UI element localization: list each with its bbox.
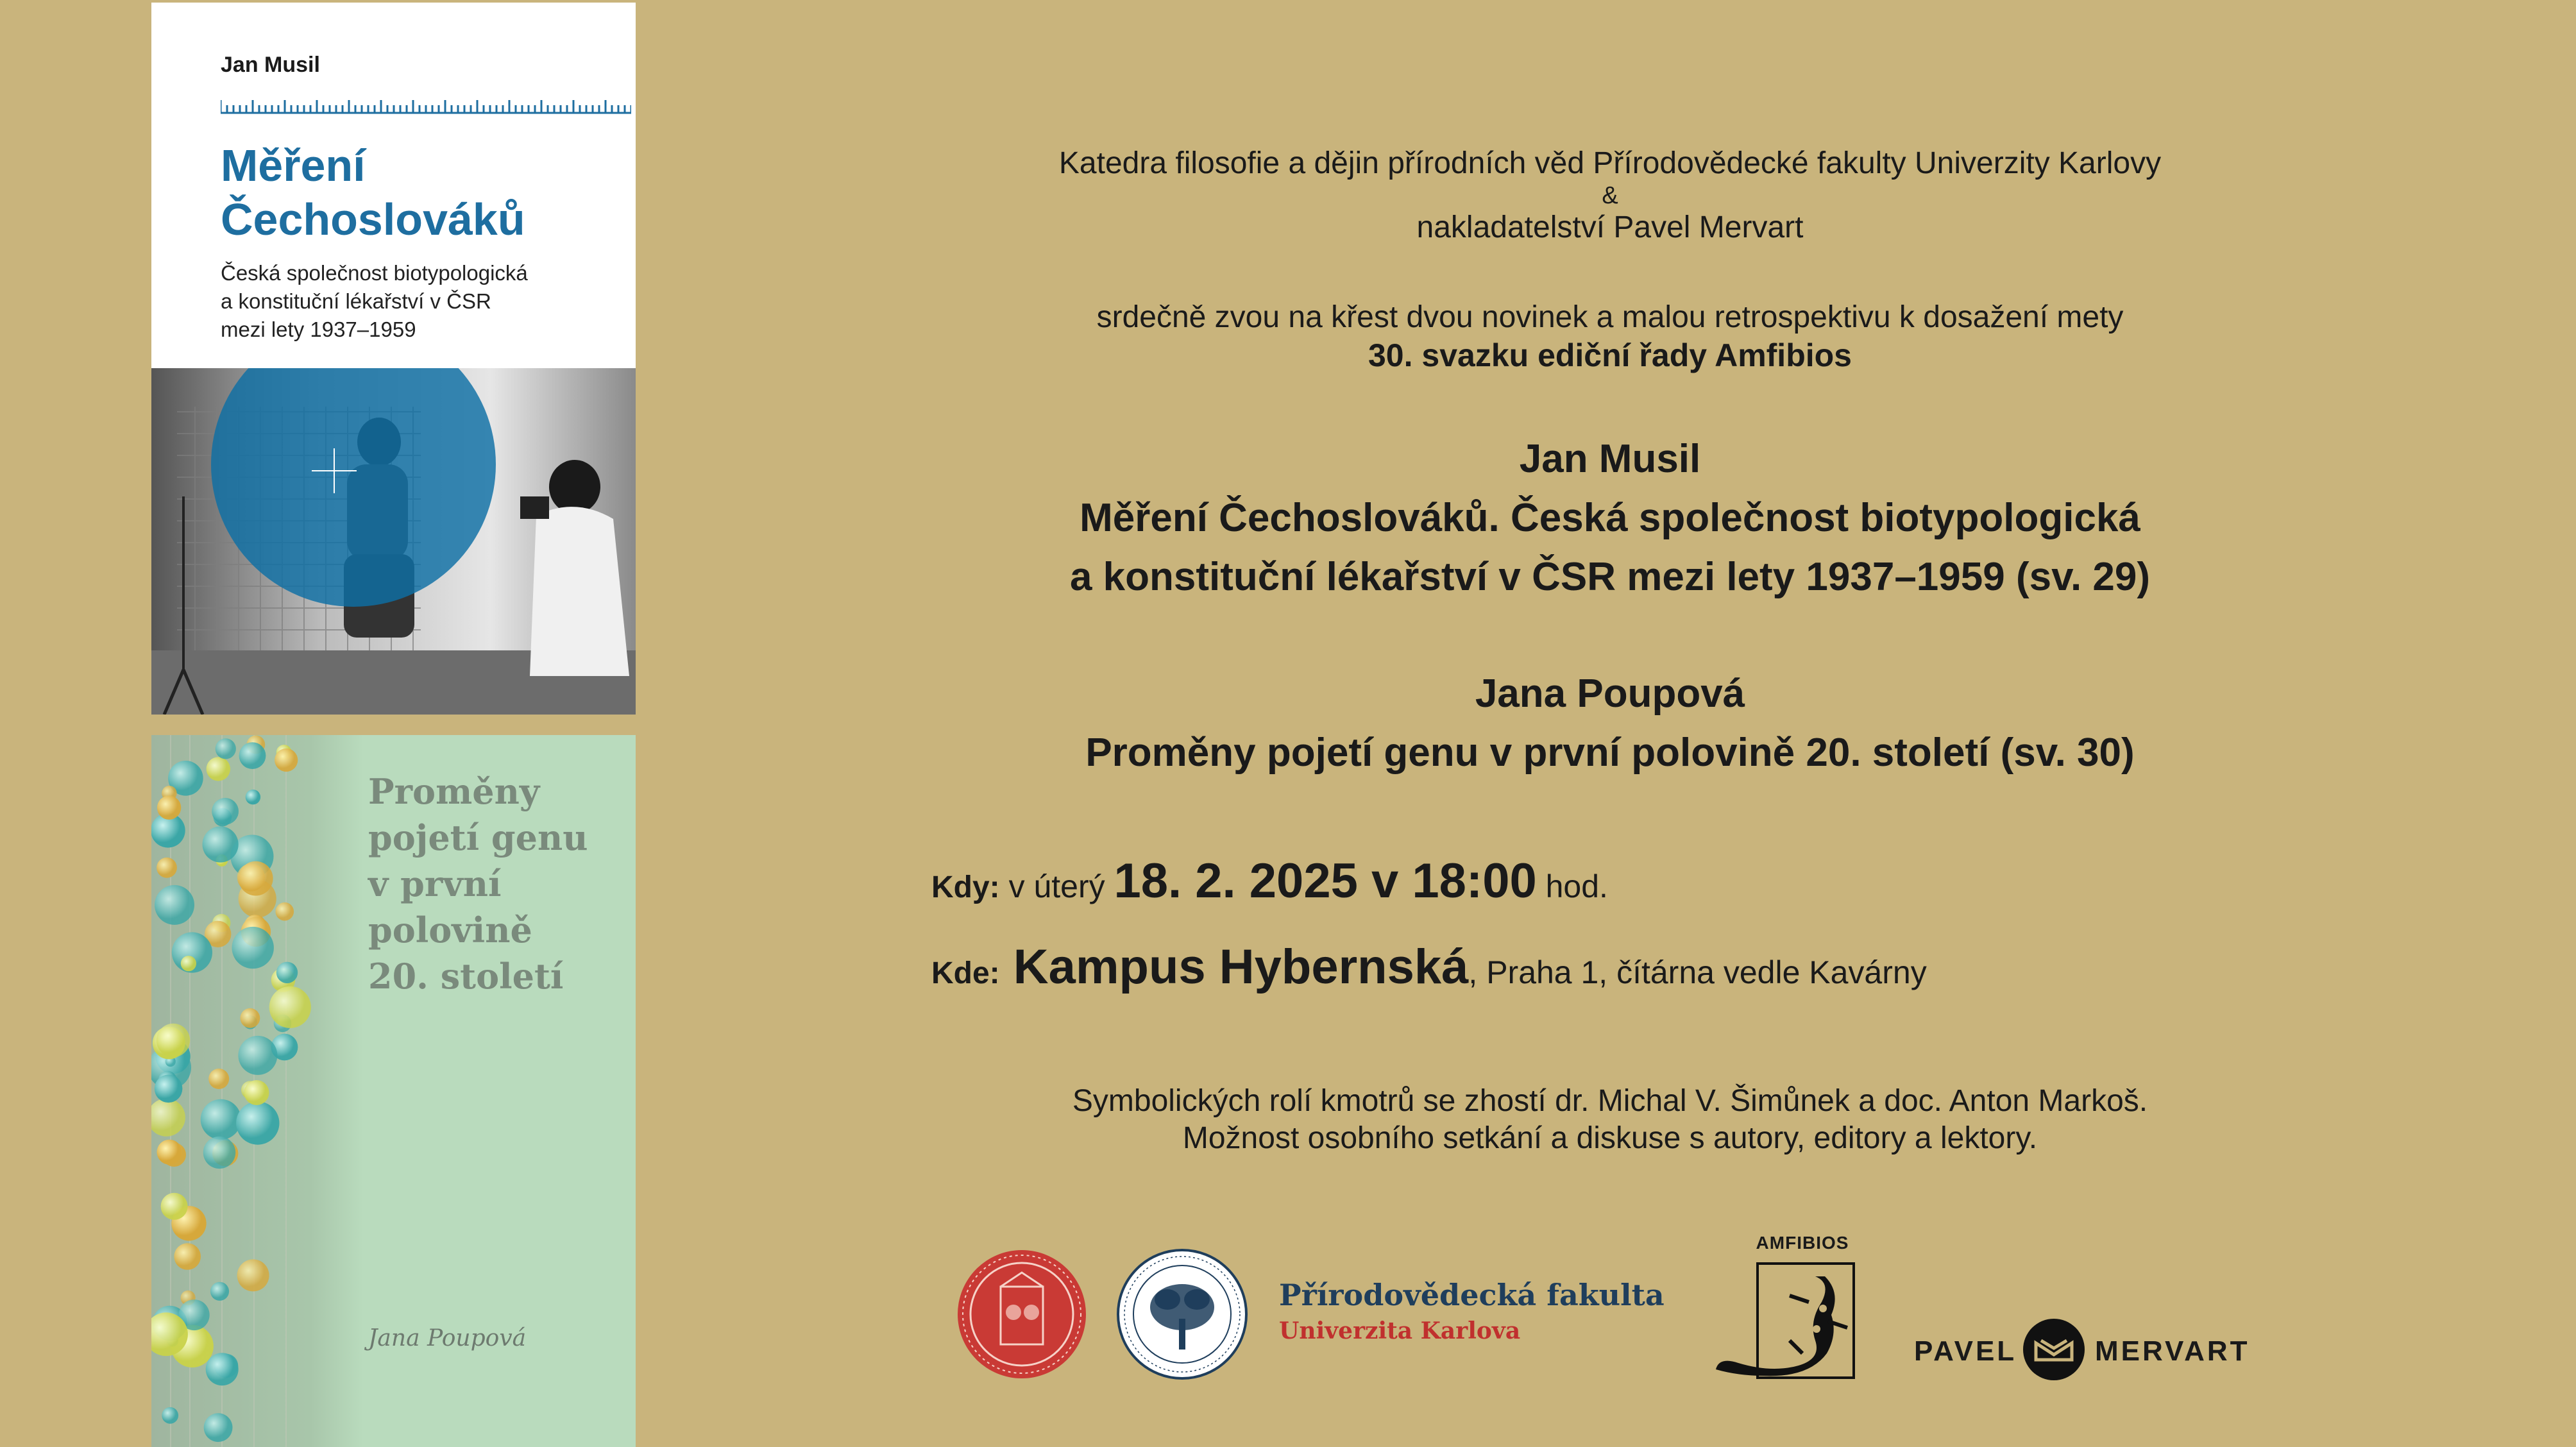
cover1-subtitle xyxy=(221,259,606,344)
when-label: Kdy: xyxy=(931,870,1000,904)
bead xyxy=(204,1413,233,1442)
amfibios-label: AMFIBIOS xyxy=(1756,1233,1849,1253)
cover1-title xyxy=(221,139,525,246)
cover1-photo xyxy=(151,368,636,715)
salamander-logo-icon xyxy=(1713,1257,1860,1385)
cover2-author: Jana Poupová xyxy=(368,1325,527,1351)
ruler-decoration xyxy=(221,97,631,114)
bead xyxy=(239,742,266,769)
cover1-subtitle-line3: mezi lety 1937–1959 xyxy=(221,317,416,341)
org-line1: Katedra filosofie a dějin přírodních věd Přírodovědecké fakulty Univerzity Karlovy xyxy=(1058,146,2162,180)
university-red-seal-icon xyxy=(956,1248,1088,1380)
bead xyxy=(155,885,194,925)
bead xyxy=(162,1407,178,1424)
cover1-title-line2: Čechoslováků xyxy=(221,194,525,244)
where-venue: Kampus Hybernská xyxy=(999,940,1469,994)
bead xyxy=(155,1075,183,1103)
bead xyxy=(203,1137,235,1169)
event-when xyxy=(931,853,1608,909)
bead xyxy=(276,962,298,983)
book1-info xyxy=(930,430,2290,607)
note-line1: Symbolických rolí kmotrů se zhostí dr. Michal V. Šimůnek a doc. Anton Markoš. xyxy=(1072,1084,2148,1118)
cover2-title-line3: v první xyxy=(368,863,502,904)
bead xyxy=(239,861,273,896)
bead xyxy=(157,858,177,878)
bead xyxy=(275,749,298,772)
org-line2: nakladatelství Pavel Mervart xyxy=(1416,210,1804,244)
book-cover-mereni xyxy=(151,3,636,715)
cover2-title-line2: pojetí genu xyxy=(368,817,588,858)
book2-info xyxy=(930,664,2290,783)
bead xyxy=(157,796,181,820)
faculty-tree-seal-icon xyxy=(1116,1248,1248,1380)
bead xyxy=(238,1036,277,1075)
ampersand: & xyxy=(1602,182,1618,209)
book1-author: Jan Musil xyxy=(1519,437,1701,481)
bead xyxy=(181,956,196,971)
when-post: hod. xyxy=(1536,868,1608,904)
cover2-title-line1: Proměny xyxy=(368,771,540,812)
bead xyxy=(206,1353,239,1385)
cover2-title xyxy=(368,768,625,999)
cover2-title-line4: polovině xyxy=(368,910,532,951)
publisher-mark-icon xyxy=(2022,1317,2086,1382)
beads-decoration xyxy=(151,735,363,1447)
event-where xyxy=(931,939,1927,995)
bead xyxy=(237,1259,269,1291)
book2-author: Jana Poupová xyxy=(1475,672,1745,716)
bead xyxy=(174,1243,201,1270)
organizers xyxy=(930,145,2290,246)
bead xyxy=(161,1193,188,1220)
where-label: Kde: xyxy=(931,956,1000,990)
cover1-subtitle-line2: a konstituční lékařství v ČSR xyxy=(221,289,491,313)
bead xyxy=(246,790,260,804)
bead xyxy=(208,1069,229,1089)
book-cover-promeny xyxy=(151,735,636,1447)
bead xyxy=(210,1282,229,1301)
book1-title-line1: Měření Čechoslováků. Česká společnost biotypologická xyxy=(1080,496,2140,540)
book2-title: Proměny pojetí genu v první polovině 20. století (sv. 30) xyxy=(1085,731,2135,775)
university-name: Univerzita Karlova xyxy=(1279,1317,1521,1344)
where-post: , Praha 1, čítárna vedle Kavárny xyxy=(1468,954,1927,990)
book1-title-line2: a konstituční lékařství v ČSR mezi lety 1937–1959 (sv. 29) xyxy=(1069,555,2151,599)
bead xyxy=(236,1101,279,1144)
cover2-title-line5: 20. století xyxy=(368,956,564,997)
bead xyxy=(201,1099,241,1140)
bead xyxy=(207,757,230,781)
note xyxy=(930,1083,2290,1157)
intro-bold: 30. svazku ediční řady Amfibios xyxy=(1368,337,1852,373)
bead xyxy=(232,927,274,969)
bead xyxy=(157,1024,190,1057)
bead xyxy=(212,798,239,825)
when-datetime: 18. 2. 2025 v 18:00 xyxy=(1114,854,1537,908)
intro-line: srdečně zvou na křest dvou novinek a malou retrospektivu k dosažení mety xyxy=(1096,300,2124,334)
bead xyxy=(276,902,294,921)
bead xyxy=(269,986,311,1028)
bead xyxy=(241,1008,260,1028)
faculty-name: Přírodovědecká fakulta xyxy=(1279,1278,1665,1312)
publisher-name-right: MERVART xyxy=(2095,1335,2250,1367)
bead xyxy=(216,738,236,759)
when-pre: v úterý xyxy=(999,868,1114,904)
cover1-title-line1: Měření xyxy=(221,140,366,190)
publisher-name-left: PAVEL xyxy=(1914,1335,2017,1367)
note-line2: Možnost osobního setkání a diskuse s autory, editory a lektory. xyxy=(1182,1121,2038,1155)
cover1-subtitle-line1: Česká společnost biotypologická xyxy=(221,261,528,285)
bead xyxy=(157,1140,182,1165)
bead xyxy=(244,1080,269,1105)
intro xyxy=(930,299,2290,375)
cover1-author: Jan Musil xyxy=(221,53,320,77)
bead xyxy=(203,826,239,862)
